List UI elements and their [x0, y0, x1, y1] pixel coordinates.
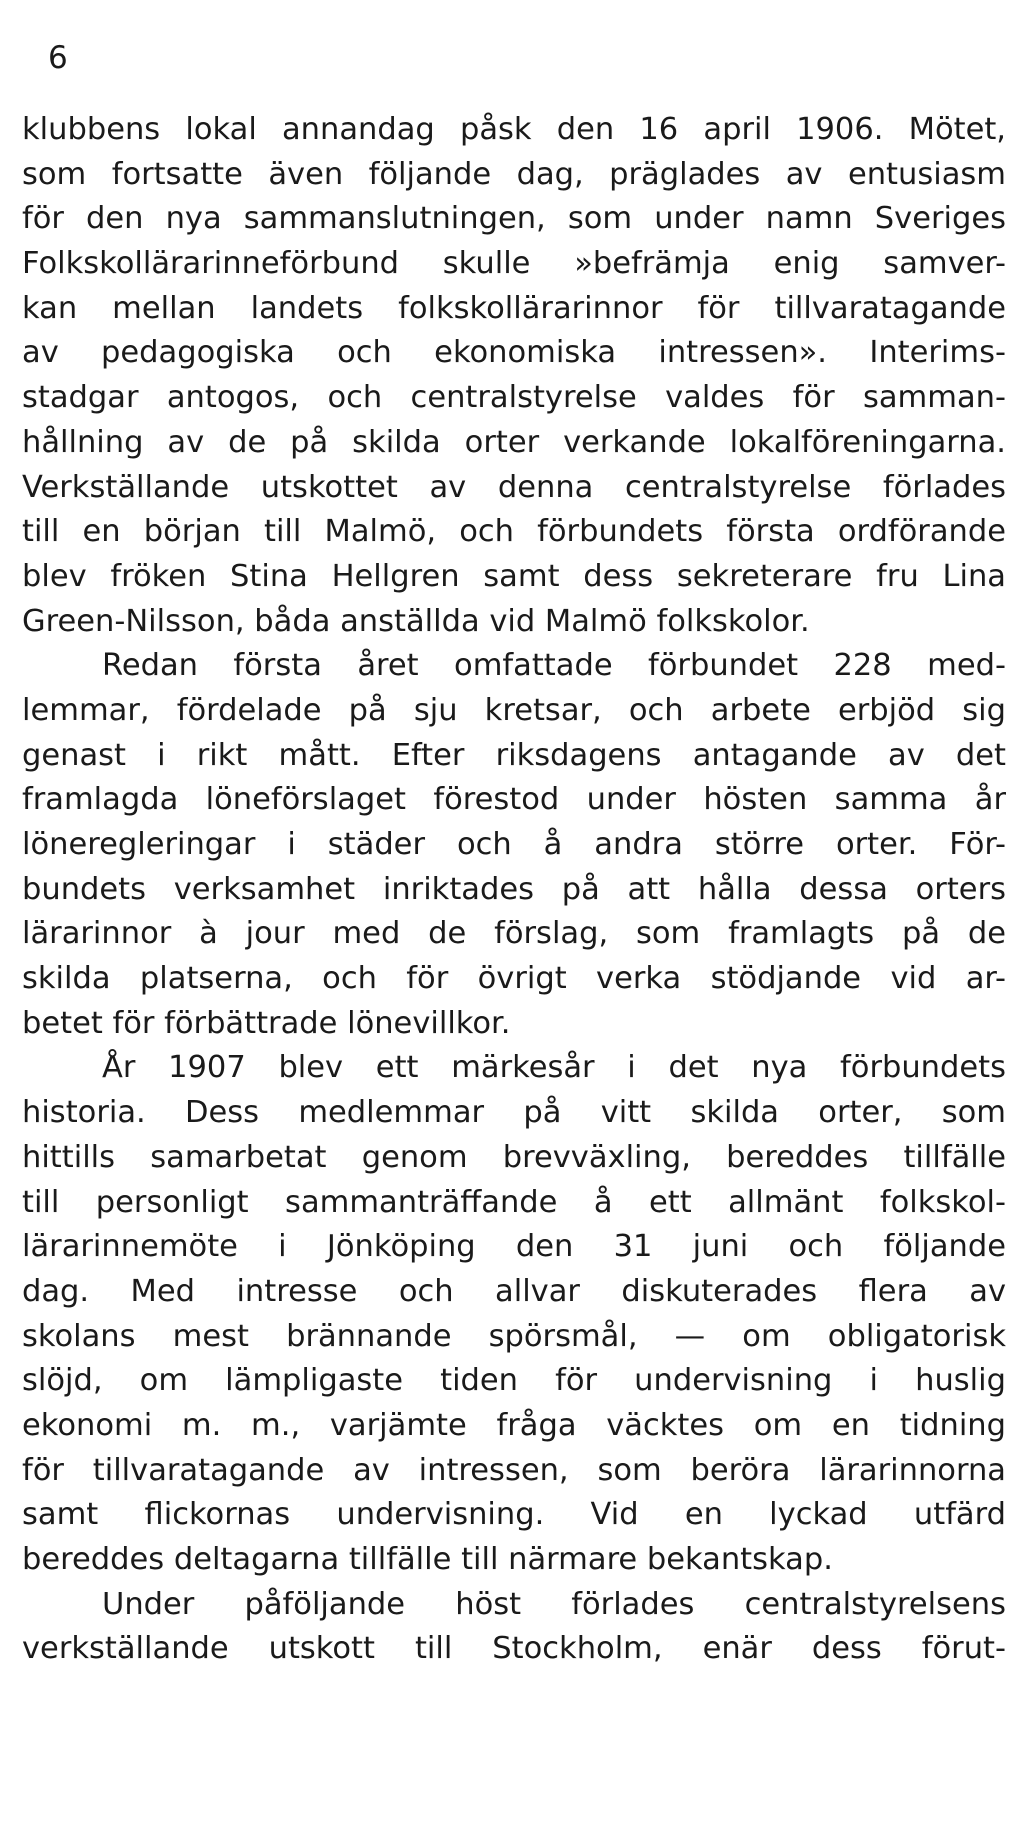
page-number: 6 — [48, 40, 68, 76]
text-line: hittills samarbetat genom brevväxling, bereddes tillfälle — [22, 1139, 1006, 1175]
text-line: Under påföljande höst förlades centralstyrelsens — [102, 1586, 1006, 1622]
text-line: till personligt sammanträffande å ett allmänt folkskol- — [22, 1184, 1006, 1220]
text-line: Folkskollärarinneförbund skulle »befrämja enig samver- — [22, 246, 1006, 282]
text-line: slöjd, om lämpligaste tiden för undervisning i huslig — [22, 1363, 1006, 1399]
text-line: blev fröken Stina Hellgren samt dess sekreterare fru Lina — [22, 558, 1006, 594]
text-line: framlagda löneförslaget förestod under hösten samma år — [22, 782, 1006, 818]
text-line: för tillvaratagande av intressen, som beröra lärarinnorna — [22, 1452, 1006, 1488]
text-line: skilda platserna, och för övrigt verka stödjande vid ar- — [22, 961, 1006, 997]
text-line: av pedagogiska och ekonomiska intressen». Interims- — [22, 335, 1006, 371]
text-line: löneregleringar i städer och å andra större orter. För- — [22, 827, 1006, 862]
text-line: Green-Nilsson, båda anställda vid Malmö folkskolor. — [22, 603, 810, 639]
text-line: bereddes deltagarna tillfälle till närmare bekantskap. — [22, 1542, 833, 1577]
text-line: som fortsatte även följande dag, präglades av entusiasm — [22, 156, 1006, 192]
text-line: År 1907 blev ett märkesår i det nya förbundets — [102, 1050, 1006, 1086]
text-line: historia. Dess medlemmar på vitt skilda orter, som — [22, 1095, 1006, 1131]
text-line: samt flickornas undervisning. Vid en lyckad utfärd — [22, 1497, 1006, 1533]
text-line: kan mellan landets folkskollärarinnor för tillvaratagande — [22, 290, 1006, 326]
text-line: betet för förbättrade lönevillkor. — [22, 1005, 511, 1041]
text-line: klubbens lokal annandag påsk den 16 april 1906. Mötet, — [22, 112, 1006, 147]
text-line: Verkställande utskottet av denna centralstyrelse förlades — [22, 469, 1006, 505]
text-line: skolans mest brännande spörsmål, — om obligatorisk — [22, 1318, 1006, 1354]
text-line: lärarinnor à jour med de förslag, som framlagts på de — [22, 916, 1006, 952]
text-line: hållning av de på skilda orter verkande lokalföreningarna. — [22, 424, 1006, 460]
text-line: genast i rikt mått. Efter riksdagens antagande av det — [22, 737, 1006, 773]
text-line: dag. Med intresse och allvar diskuterades flera av — [22, 1273, 1006, 1309]
text-line: Redan första året omfattade förbundet 228 med- — [102, 648, 1006, 684]
text-line: för den nya sammanslutningen, som under namn Sveriges — [22, 201, 1006, 237]
text-line: ekonomi m. m., varjämte fråga väcktes om en tidning — [22, 1407, 1006, 1443]
text-line: till en början till Malmö, och förbundets första ordförande — [22, 514, 1006, 550]
body-text — [22, 108, 1006, 1672]
text-line: stadgar antogos, och centralstyrelse valdes för samman- — [22, 380, 1006, 416]
text-line: lärarinnemöte i Jönköping den 31 juni och följande — [22, 1229, 1006, 1265]
text-line: bundets verksamhet inriktades på att hålla dessa orters — [22, 871, 1006, 907]
text-line: verkställande utskott till Stockholm, enär dess förut- — [22, 1631, 1006, 1667]
text-line: lemmar, fördelade på sju kretsar, och arbete erbjöd sig — [22, 692, 1006, 728]
